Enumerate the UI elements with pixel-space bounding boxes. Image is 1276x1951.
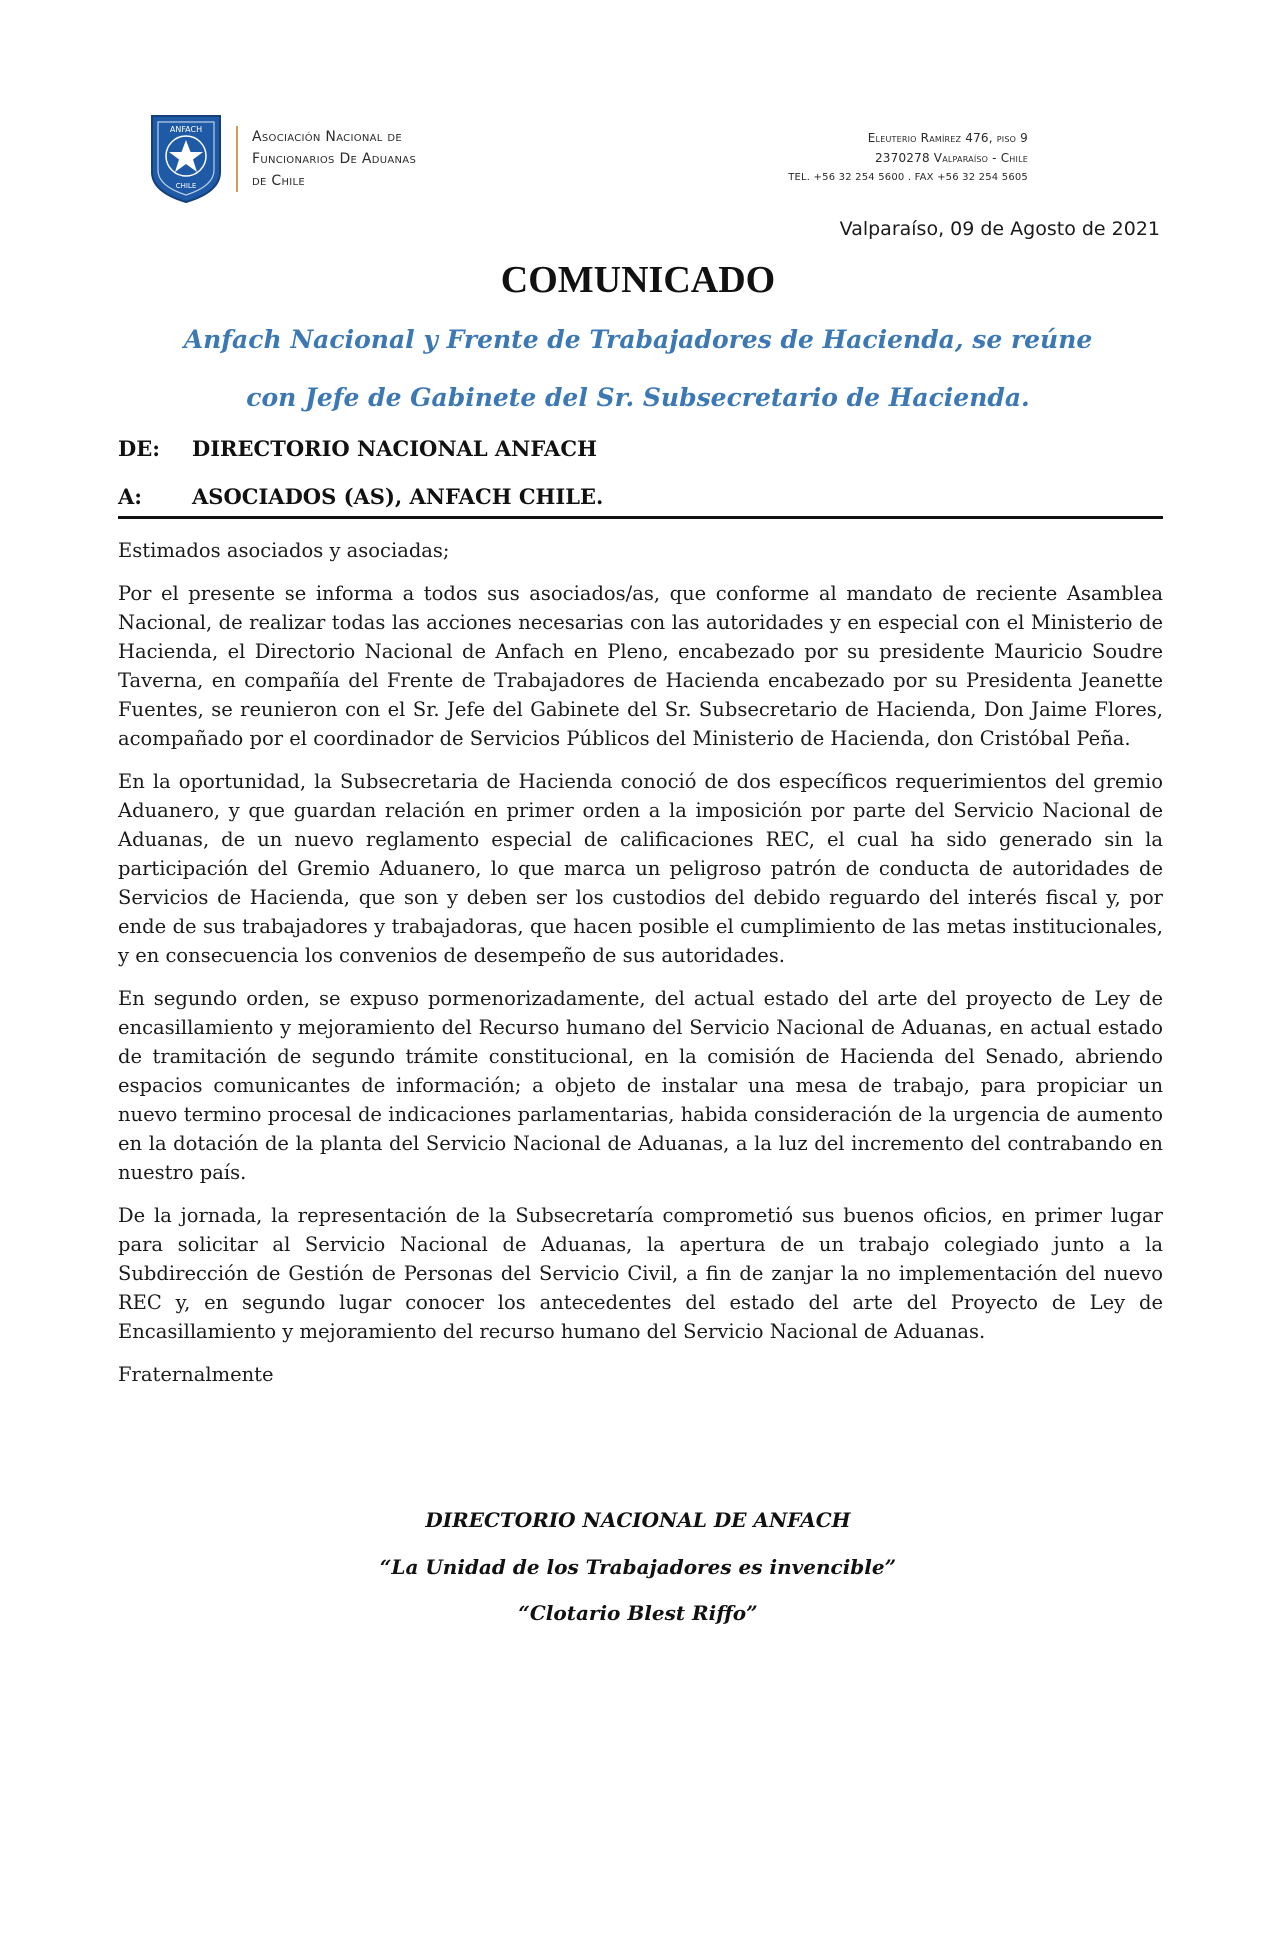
organization-address	[788, 128, 1028, 188]
address-line-2: 2370278 Valparaíso - Chile	[874, 151, 1028, 165]
greeting: Estimados asociados y asociadas;	[118, 539, 450, 562]
document-title: COMUNICADO	[500, 259, 776, 301]
closing: Fraternalmente	[118, 1363, 274, 1386]
to-row	[118, 484, 603, 509]
signature-line-1: DIRECTORIO NACIONAL DE ANFACH	[425, 1508, 851, 1532]
address-line-1: Eleuterio Ramírez 476, piso 9	[867, 131, 1028, 145]
subtitle-line-2: con Jefe de Gabinete del Sr. Subsecretario de Hacienda.	[246, 383, 1030, 412]
org-line-2: Funcionarios De Aduanas	[252, 151, 417, 167]
letterhead-divider	[236, 126, 238, 192]
phone-fax-line: TEL. +56 32 254 5600 . FAX +56 32 254 5605	[788, 172, 1028, 183]
paragraph-2: En la oportunidad, la Subsecretaria de Hacienda conoció de dos específicos requerimientos del gremio Aduanero, y que guardan relación en primer orden a la imposición por parte del Servicio Nacional de Aduanas, de un nuevo reglamento especial de calificaciones REC, el cual ha sido generado sin la participación del Gremio Aduanero, lo que marca un peligroso patrón de conducta de autoridades de Servicios de Hacienda, que son y deben ser los custodios del debido reguardo del interés fiscal y, por ende de sus trabajadores y trabajadoras, que hacen posible el cumplimiento de las metas institucionales, y en consecuencia los convenios de desempeño de sus autoridades.	[118, 770, 1163, 967]
to-label: A:	[118, 484, 143, 509]
seal-text-bottom: CHILE	[175, 182, 197, 190]
anfach-seal-logo	[148, 112, 224, 204]
header-rule	[118, 516, 1163, 519]
org-line-1: Asociación Nacional de	[252, 129, 403, 145]
seal-text-top: ANFACH	[169, 125, 203, 134]
org-line-3: de Chile	[252, 173, 306, 189]
paragraph-1: Por el presente se informa a todos sus asociados/as, que conforme al mandato de reciente Asamblea Nacional, de realizar todas las acciones necesarias con las autoridades y en especial con el Ministerio de Hacienda, el Directorio Nacional de Anfach en Pleno, encabezado por su presidente Mauricio Soudre Taverna, en compañía del Frente de Trabajadores de Hacienda encabezado por su Presidenta Jeanette Fuentes, se reunieron con el Sr. Jefe del Gabinete del Sr. Subsecretario de Hacienda, Don Jaime Flores, acompañado por el coordinador de Servicios Públicos del Ministerio de Hacienda, don Cristóbal Peña.	[118, 582, 1163, 750]
letterhead	[148, 112, 1028, 200]
organization-name	[252, 126, 416, 192]
subtitle-line-1: Anfach Nacional y Frente de Trabajadores de Hacienda, se reúne	[183, 325, 1093, 354]
from-label: DE:	[118, 436, 160, 461]
from-row	[118, 436, 597, 461]
from-value: DIRECTORIO NACIONAL ANFACH	[192, 436, 597, 461]
signature-line-3: “Clotario Blest Riffo”	[518, 1601, 758, 1625]
paragraph-3: En segundo orden, se expuso pormenorizadamente, del actual estado del arte del proyecto de Ley de encasillamiento y mejoramiento del Recurso humano del Servicio Nacional de Aduanas, en actual estado de tramitación de segundo trámite constitucional, en la comisión de Hacienda del Senado, abriendo espacios comunicantes de información; a objeto de instalar una mesa de trabajo, para propiciar un nuevo termino procesal de indicaciones parlamentarias, habida consideración de la urgencia de aumento en la dotación de la planta del Servicio Nacional de Aduanas, a la luz del incremento del contrabando en nuestro país.	[118, 987, 1163, 1184]
paragraph-4: De la jornada, la representación de la Subsecretaría comprometió sus buenos oficios, en primer lugar para solicitar al Servicio Nacional de Aduanas, la apertura de un trabajo colegiado junto a la Subdirección de Gestión de Personas del Servicio Civil, a fin de zanjar la no implementación del nuevo REC y, en segundo lugar conocer los antecedentes del estado del arte del Proyecto de Ley de Encasillamiento y mejoramiento del recurso humano del Servicio Nacional de Aduanas.	[118, 1204, 1163, 1343]
signature-line-2: “La Unidad de los Trabajadores es invencible”	[379, 1555, 897, 1579]
to-value: ASOCIADOS (AS), ANFACH CHILE.	[192, 484, 604, 509]
letter-body	[118, 536, 1163, 1403]
document-date: Valparaíso, 09 de Agosto de 2021	[839, 218, 1160, 240]
